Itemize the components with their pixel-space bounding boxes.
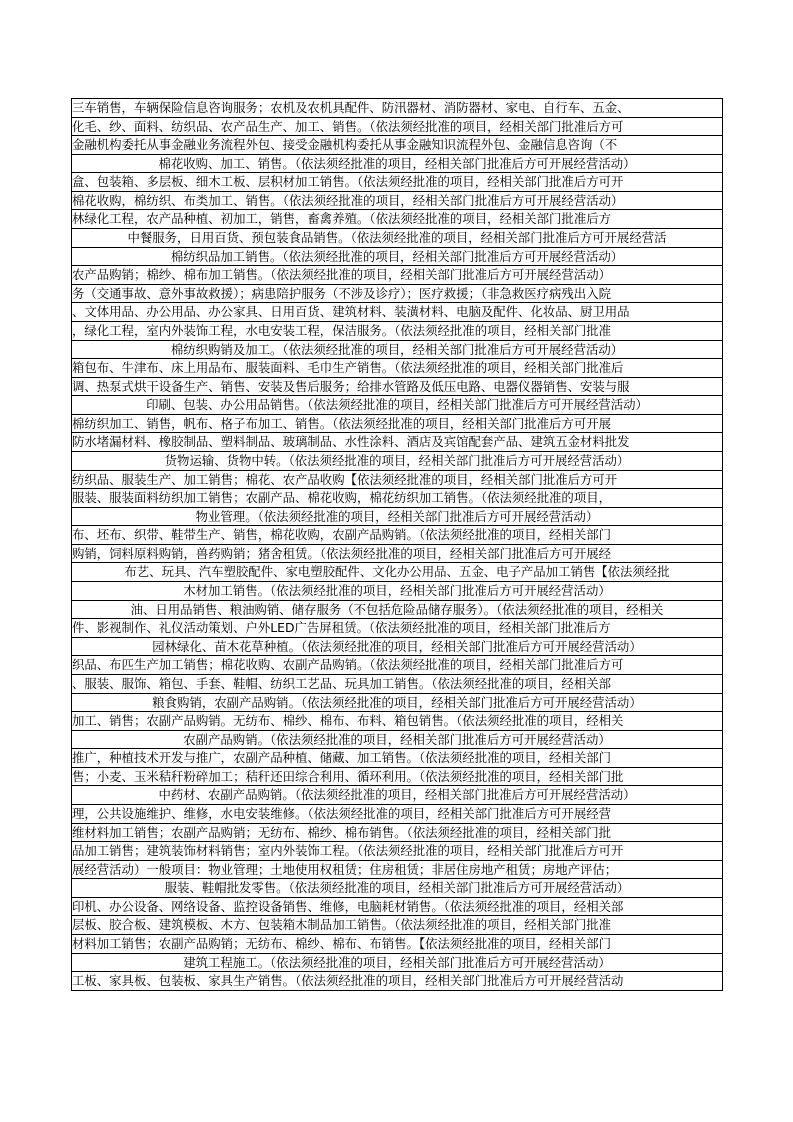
cell-text: 理，公共设施维护、维修，水电安装维修。（依法须经批准的项目，经相关部门批准后方可开展经营	[72, 805, 611, 821]
cell-text: 工板、家具板、包装板、家具生产销售。（依法须经批准的项目，经相关部门批准后方可开展经营活动	[72, 973, 624, 989]
table-row	[72, 229, 722, 248]
cell-text: 货物运输、货物中转。（依法须经批准的项目，经相关部门批准后方可开展经营活动）	[164, 452, 630, 468]
table-row	[72, 322, 722, 341]
table-row	[72, 452, 722, 471]
table-row	[72, 712, 722, 731]
table-row	[72, 155, 722, 174]
table-row	[72, 173, 722, 192]
cell-text: 、服装、服饰、箱包、手套、鞋帽、纺织工艺品、玩具加工销售。（依法须经批准的项目，经相关部	[72, 675, 611, 691]
table-row	[72, 136, 722, 155]
cell-text: 林绿化工程，农产品种植、初加工，销售，畜禽养殖。（依法须经批准的项目，经相关部门批准后方	[72, 211, 611, 227]
table-row	[72, 341, 722, 360]
table-row	[72, 619, 722, 638]
cell-text: 农副产品购销。（依法须经批准的项目，经相关部门批准后方可开展经营活动）	[183, 731, 611, 747]
table-row	[72, 378, 722, 397]
cell-text: 农产品购销；棉纱、棉布加工销售。（依法须经批准的项目，经相关部门批准后方可开展经营活动）	[72, 267, 611, 283]
table-row	[72, 694, 722, 713]
cell-text: 品加工销售；建筑装饰材料销售；室内外装饰工程。（依法须经批准的项目，经相关部门批准后方可开	[72, 843, 624, 859]
cell-text: 织品、布匹生产加工销售；棉花收购、农副产品购销。（依法须经批准的项目，经相关部门批准后方可	[72, 657, 624, 673]
cell-text: 化毛、纱、面料、纺织品、农产品生产、加工、销售。（依法须经批准的项目，经相关部门批准后方可	[72, 118, 624, 134]
business-scope-table	[71, 98, 723, 991]
cell-text: 盒、包装箱、多层板、细木工板、层积材加工销售。（依法须经批准的项目，经相关部门批准后方可开	[72, 174, 624, 190]
cell-text: 、文体用品、办公用品、办公家具、日用百货、建筑材料、装潢材料、电脑及配件、化妆品、厨卫用品	[72, 304, 630, 320]
table-row	[72, 601, 722, 620]
table-row	[72, 285, 722, 304]
cell-text: 印刷、包装、办公用品销售。（依法须经批准的项目，经相关部门批准后方可开展经营活动）	[146, 397, 648, 413]
cell-text: 加工、销售；农副产品购销。无纺布、棉纱、棉布、布料、箱包销售。（依法须经批准的项目，经相关	[72, 713, 624, 729]
table-row	[72, 675, 722, 694]
table-row	[72, 118, 722, 137]
table-row	[72, 879, 722, 898]
cell-text: 三车销售，车辆保险信息咨询服务；农机及农机具配件、防汛器材、消防器材、家电、自行车、五金、	[72, 100, 630, 115]
table-row	[72, 768, 722, 787]
table-row	[72, 786, 722, 805]
cell-text: 棉花收购、加工、销售。（依法须经批准的项目，经相关部门批准后方可开展经营活动）	[158, 155, 636, 171]
cell-text: 布艺、玩具、汽车塑胶配件、家电塑胶配件、文化办公用品、五金、电子产品加工销售【依法须经批	[124, 564, 670, 580]
table-row	[72, 489, 722, 508]
table-row	[72, 508, 722, 527]
table-row	[72, 935, 722, 954]
table-row	[72, 731, 722, 750]
table-row	[72, 563, 722, 582]
cell-text: 油、日用品销售、粮油购销、储存服务（不包括危险品储存服务）。（依法须经批准的项目，经相关	[130, 601, 664, 617]
table-row	[72, 396, 722, 415]
table-row	[72, 861, 722, 880]
table-row	[72, 248, 722, 267]
cell-text: 材料加工销售；农副产品购销；无纺布、棉纱、棉布、布销售。【依法须经批准的项目，经相关部门	[72, 936, 611, 952]
cell-text: 园林绿化、苗木花草种植。（依法须经批准的项目，经相关部门批准后方可开展经营活动）	[152, 638, 642, 654]
cell-text: 务（交通事故、意外事故救援）；病患陪护服务（不涉及诊疗）；医疗救援；（非急救医疗病残出入院	[72, 285, 611, 301]
cell-text: 粮食购销，农副产品购销。（依法须经批准的项目，经相关部门批准后方可开展经营活动）	[152, 694, 642, 710]
cell-text: 棉花收购，棉纺织、布类加工、销售。（依法须经批准的项目，经相关部门批准后方可开展经营活动）	[72, 192, 624, 208]
table-row	[72, 526, 722, 545]
cell-text: 棉纺织加工、销售，帆布、格子布加工、销售。（依法须经批准的项目，经相关部门批准后方可开展	[72, 415, 611, 431]
table-row	[72, 415, 722, 434]
cell-text: 服装、服装面料纺织加工销售；农副产品、棉花收购，棉花纺织加工销售。（依法须经批准的项目，	[72, 490, 611, 506]
table-row	[72, 303, 722, 322]
cell-text: 中餐服务，日用百货、预包装食品销售。（依法须经批准的项目，经相关部门批准后方可开展经营活	[127, 230, 667, 246]
table-row	[72, 582, 722, 601]
cell-text: 层板、胶合板、建筑模板、木方、包装箱木制品加工销售。（依法须经批准的项目，经相关部门批准	[72, 917, 611, 933]
table-row	[72, 805, 722, 824]
table-row	[72, 916, 722, 935]
table-row	[72, 824, 722, 843]
cell-text: 棉纺织购销及加工。（依法须经批准的项目，经相关部门批准后方可开展经营活动）	[170, 341, 624, 357]
table-row	[72, 545, 722, 564]
cell-text: ，绿化工程，室内外装饰工程，水电安装工程，保洁服务。（依法须经批准的项目，经相关部门批准	[72, 322, 611, 338]
table-row	[72, 99, 722, 118]
table-row	[72, 266, 722, 285]
cell-text: 件、影视制作、礼仪活动策划、户外LED广告屏租赁。（依法须经批准的项目，经相关部门批准后方	[72, 620, 611, 636]
cell-text: 布、坯布、织带、鞋带生产、销售，棉花收购，农副产品购销。（依法须经批准的项目，经相关部门	[72, 527, 611, 543]
table-row	[72, 471, 722, 490]
cell-text: 印机、办公设备、网络设备、监控设备销售、维修，电脑耗材销售。（依法须经批准的项目，经相关部	[72, 898, 624, 914]
table-row	[72, 433, 722, 452]
cell-text: 中药材、农副产品购销。（依法须经批准的项目，经相关部门批准后方可开展经营活动）	[158, 787, 636, 803]
table-row	[72, 954, 722, 973]
table-row	[72, 656, 722, 675]
cell-text: 箱包布、牛津布、床上用品布、服装面料、毛巾生产销售。（依法须经批准的项目，经相关部门批准后	[72, 360, 624, 376]
table-row	[72, 898, 722, 917]
table-row	[72, 749, 722, 768]
cell-text: 纺织品、服装生产、加工销售；棉花、农产品收购【依法须经批准的项目，经相关部门批准后方可开	[72, 471, 618, 487]
table-row	[72, 972, 722, 991]
table-row	[72, 210, 722, 229]
cell-text: 服装、鞋帽批发零售。（依法须经批准的项目，经相关部门批准后方可开展经营活动）	[164, 880, 630, 896]
cell-text: 购销，饲料原料购销，兽药购销；猪舍租赁。（依法须经批准的项目，经相关部门批准后方可开展经	[72, 545, 611, 561]
cell-text: 维材料加工销售；农副产品购销；无纺布、棉纱、棉布销售。（依法须经批准的项目，经相关部门批	[72, 824, 611, 840]
cell-text: 棉纺织品加工销售。（依法须经批准的项目，经相关部门批准后方可开展经营活动）	[170, 248, 624, 264]
table-row	[72, 842, 722, 861]
cell-text: 木材加工销售。（依法须经批准的项目，经相关部门批准后方可开展经营活动）	[183, 583, 611, 599]
cell-text: 调、热泵式烘干设备生产、销售、安装及售后服务；给排水管路及低压电路、电器仪器销售、安装与服	[72, 378, 630, 394]
cell-text: 物业管理。（依法须经批准的项目，经相关部门批准后方可开展经营活动）	[195, 508, 599, 524]
table-row	[72, 192, 722, 211]
table-row	[72, 638, 722, 657]
cell-text: 金融机构委托从事金融业务流程外包、接受金融机构委托从事金融知识流程外包、金融信息咨询（不	[72, 137, 618, 153]
cell-text: 展经营活动）一般项目：物业管理；土地使用权租赁；住房租赁；非居住房地产租赁；房地产评估；	[72, 861, 618, 877]
cell-text: 售；小麦、玉米秸秆粉碎加工；秸秆还田综合利用、循环利用。（依法须经批准的项目，经相关部门批	[72, 768, 624, 784]
cell-text: 建筑工程施工。（依法须经批准的项目，经相关部门批准后方可开展经营活动）	[183, 954, 611, 970]
cell-text: 防水堵漏材料、橡胶制品、塑料制品、玻璃制品、水性涂料、酒店及宾馆配套产品、建筑五金材料批发	[72, 434, 630, 450]
table-row	[72, 359, 722, 378]
cell-text: 推广，种植技术开发与推广，农副产品种植、储藏、加工销售。（依法须经批准的项目，经相关部门	[72, 750, 611, 766]
